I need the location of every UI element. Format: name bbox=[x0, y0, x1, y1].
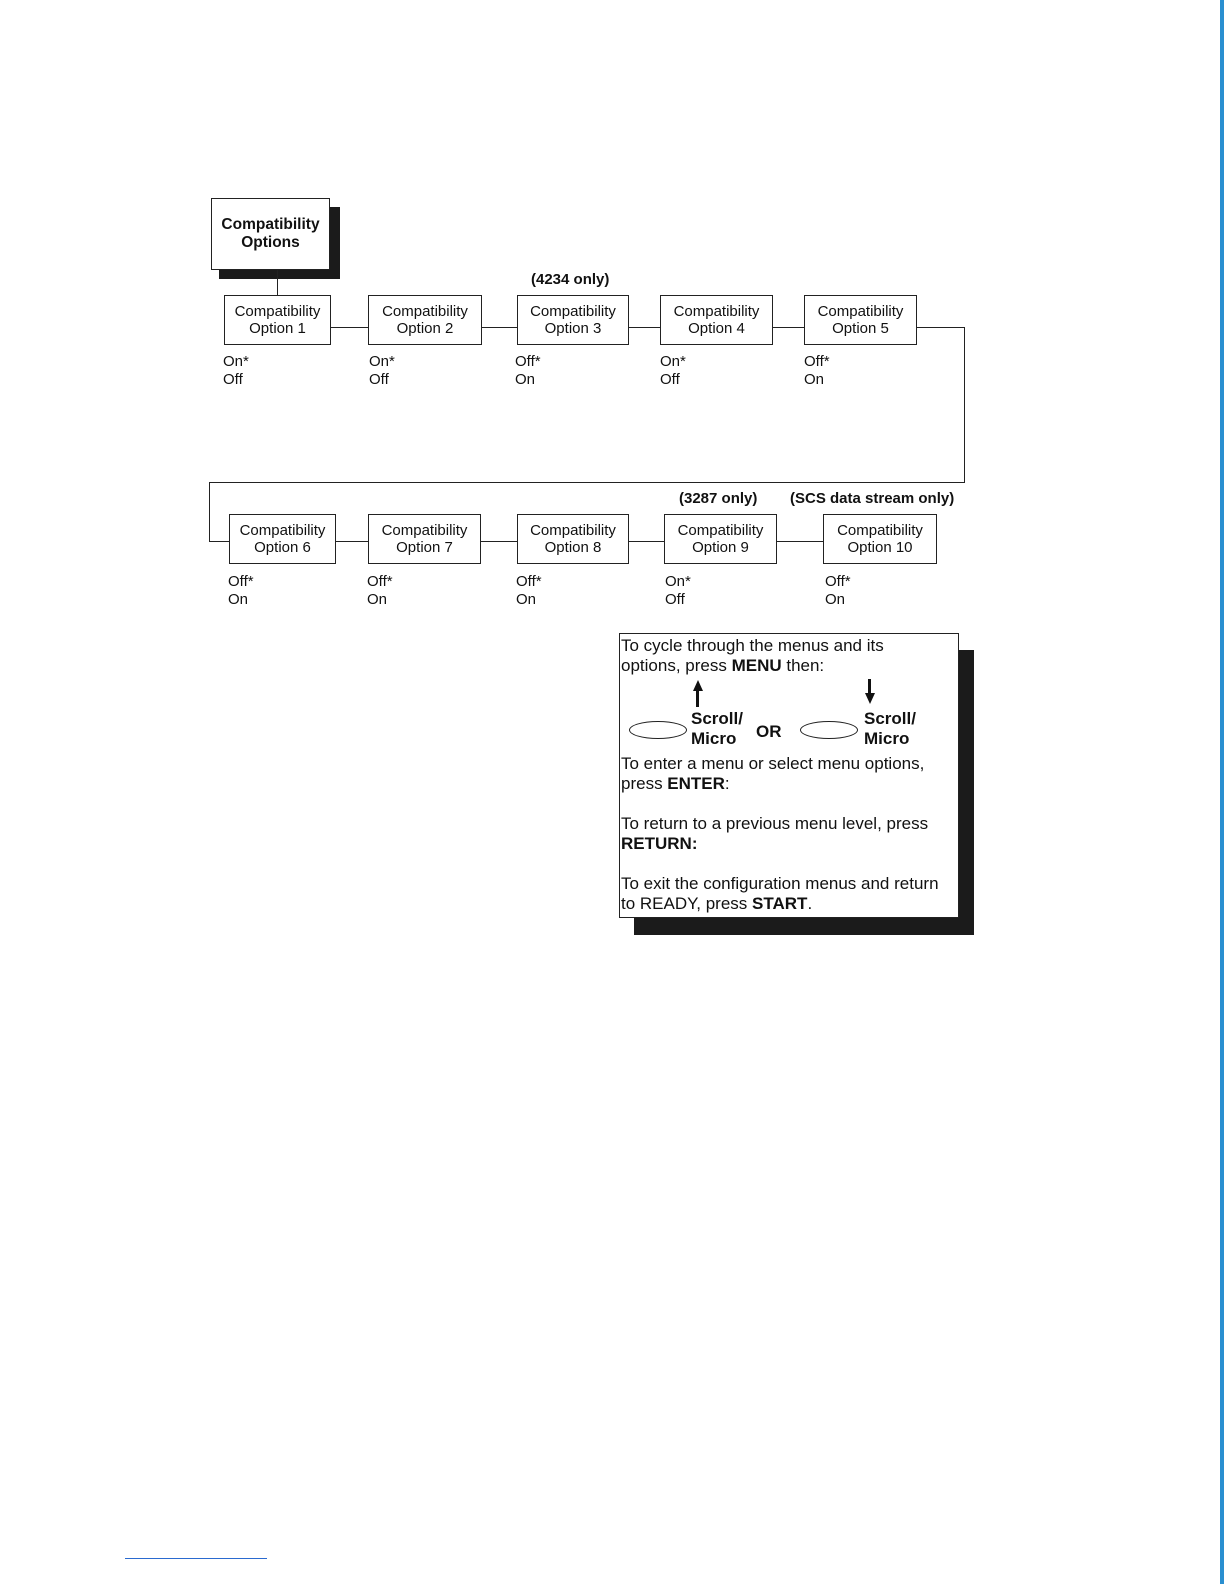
option-9-alt: Off bbox=[665, 591, 685, 608]
option-9-line1: Compatibility bbox=[677, 522, 764, 539]
help-enter-line2: press bbox=[621, 774, 668, 793]
connector-7-8 bbox=[481, 541, 517, 542]
help-exit-line2: to READY, press bbox=[621, 894, 753, 913]
option-4-line2: Option 4 bbox=[688, 320, 745, 337]
arrow-up-shaft bbox=[696, 690, 699, 707]
scroll-up-label bbox=[691, 709, 743, 749]
option-box-5 bbox=[804, 295, 917, 345]
option-3-note: (4234 only) bbox=[531, 271, 610, 288]
option-1-default: On* bbox=[223, 353, 249, 370]
help-cycle-line2: options, press bbox=[621, 656, 732, 675]
option-1-line2: Option 1 bbox=[249, 320, 306, 337]
option-8-line1: Compatibility bbox=[530, 522, 616, 539]
connector-1-2 bbox=[331, 327, 368, 328]
option-1-alt: Off bbox=[223, 371, 243, 388]
scroll-up-label-1: Scroll/ bbox=[691, 709, 743, 728]
option-9-note: (3287 only) bbox=[679, 490, 758, 507]
connector-wrap-across bbox=[209, 482, 965, 483]
option-2-line2: Option 2 bbox=[396, 320, 454, 337]
option-7-line2: Option 7 bbox=[396, 539, 453, 556]
start-key-label: START bbox=[752, 894, 808, 913]
option-3-alt: On bbox=[515, 371, 536, 388]
option-2-line1: Compatibility bbox=[382, 303, 468, 320]
arrow-down-icon bbox=[865, 693, 875, 704]
option-9-values bbox=[665, 573, 691, 609]
connector-6-7 bbox=[336, 541, 368, 542]
connector-root bbox=[277, 270, 278, 295]
option-9-default: On* bbox=[665, 573, 691, 590]
option-10-values bbox=[825, 573, 851, 609]
option-box-1 bbox=[224, 295, 331, 345]
option-box-8 bbox=[517, 514, 629, 564]
enter-key-label: ENTER bbox=[667, 774, 725, 793]
or-label: OR bbox=[756, 722, 782, 741]
option-box-9 bbox=[664, 514, 777, 564]
option-2-alt: Off bbox=[369, 371, 389, 388]
help-cycle-line1: To cycle through the menus and its bbox=[621, 636, 884, 655]
option-4-values bbox=[660, 353, 686, 389]
scroll-down-label-2: Micro bbox=[864, 729, 910, 748]
option-7-line1: Compatibility bbox=[381, 522, 468, 539]
connector-wrap-down bbox=[964, 327, 965, 482]
help-exit-line1: To exit the configuration menus and return bbox=[621, 874, 939, 893]
option-box-2 bbox=[368, 295, 482, 345]
option-3-line1: Compatibility bbox=[530, 303, 616, 320]
option-6-values bbox=[228, 573, 254, 609]
option-10-note: (SCS data stream only) bbox=[790, 490, 955, 507]
option-8-alt: On bbox=[516, 591, 537, 608]
option-5-default: Off* bbox=[804, 353, 830, 370]
connector-5-wrap bbox=[917, 327, 965, 328]
option-6-default: Off* bbox=[228, 573, 254, 590]
help-exit-end: . bbox=[807, 894, 813, 913]
help-enter-text bbox=[621, 754, 924, 794]
help-enter-end: : bbox=[724, 774, 730, 793]
option-3-values bbox=[515, 353, 541, 389]
option-4-alt: Off bbox=[660, 371, 680, 388]
option-3-line2: Option 3 bbox=[544, 320, 602, 337]
option-box-10 bbox=[823, 514, 937, 564]
connector-9-10 bbox=[777, 541, 823, 542]
option-7-alt: On bbox=[367, 591, 388, 608]
option-7-default: Off* bbox=[367, 573, 393, 590]
option-7-values bbox=[367, 573, 393, 609]
option-3-default: Off* bbox=[515, 353, 541, 370]
option-4-default: On* bbox=[660, 353, 686, 370]
connector-8-9 bbox=[629, 541, 664, 542]
help-return-text bbox=[621, 814, 928, 854]
help-enter-line1: To enter a menu or select menu options, bbox=[621, 754, 925, 773]
return-key-label: RETURN: bbox=[621, 834, 698, 853]
option-2-default: On* bbox=[369, 353, 395, 370]
help-box bbox=[619, 633, 959, 918]
option-10-line2: Option 10 bbox=[847, 539, 913, 556]
help-cycle-end: then: bbox=[781, 656, 825, 675]
help-return-line1: To return to a previous menu level, press bbox=[621, 814, 929, 833]
option-4-line1: Compatibility bbox=[673, 303, 760, 320]
option-5-values bbox=[804, 353, 830, 389]
option-box-6 bbox=[229, 514, 336, 564]
scroll-down-label bbox=[864, 709, 916, 749]
option-8-values bbox=[516, 573, 542, 609]
option-5-alt: On bbox=[804, 371, 825, 388]
option-10-default: Off* bbox=[825, 573, 851, 590]
option-9-line2: Option 9 bbox=[692, 539, 749, 556]
scroll-down-label-1: Scroll/ bbox=[864, 709, 916, 728]
option-8-default: Off* bbox=[516, 573, 542, 590]
option-6-line1: Compatibility bbox=[239, 522, 326, 539]
option-10-line1: Compatibility bbox=[837, 522, 923, 539]
option-box-3 bbox=[517, 295, 629, 345]
root-line1: Compatibility bbox=[221, 216, 320, 233]
connector-4-5 bbox=[773, 327, 804, 328]
connector-wrap-left bbox=[209, 482, 210, 541]
option-8-line2: Option 8 bbox=[544, 539, 602, 556]
option-5-line2: Option 5 bbox=[832, 320, 889, 337]
option-1-values bbox=[223, 353, 249, 389]
connector-3-4 bbox=[629, 327, 660, 328]
option-6-alt: On bbox=[228, 591, 249, 608]
option-5-line1: Compatibility bbox=[817, 303, 904, 320]
help-exit-text bbox=[621, 874, 939, 914]
footer-rule bbox=[125, 1558, 267, 1559]
option-box-7 bbox=[368, 514, 481, 564]
connector-2-3 bbox=[482, 327, 517, 328]
arrow-down-shaft bbox=[868, 679, 871, 694]
option-box-4 bbox=[660, 295, 773, 345]
help-cycle-text bbox=[621, 636, 884, 676]
menu-key-label: MENU bbox=[731, 656, 782, 675]
scroll-down-key-icon bbox=[800, 721, 858, 739]
root-line2: Options bbox=[241, 234, 300, 251]
scroll-up-key-icon bbox=[629, 721, 687, 739]
option-1-line1: Compatibility bbox=[234, 303, 321, 320]
option-10-alt: On bbox=[825, 591, 846, 608]
page-edge-bar bbox=[1220, 0, 1224, 1584]
option-2-values bbox=[369, 353, 395, 389]
connector-wrap-6 bbox=[209, 541, 229, 542]
root-menu-box bbox=[211, 198, 330, 270]
option-6-line2: Option 6 bbox=[254, 539, 311, 556]
scroll-up-label-2: Micro bbox=[691, 729, 737, 748]
